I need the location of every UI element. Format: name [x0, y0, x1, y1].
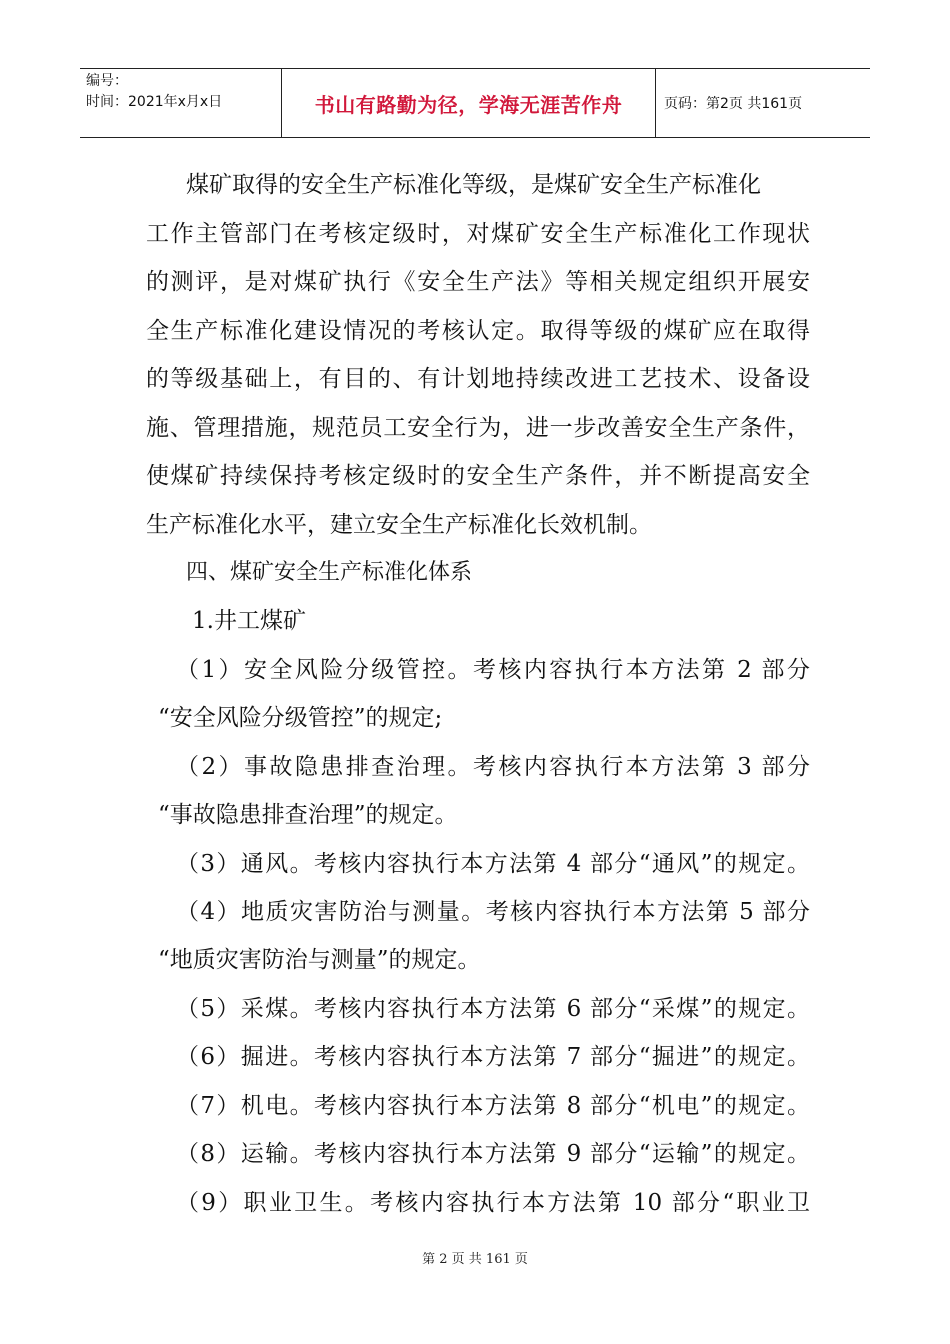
list-item: （2）事故隐患排查治理。考核内容执行本方法第 3 部分 — [176, 754, 810, 780]
page-footer: 第 2 页 共 161 页 — [422, 1252, 528, 1267]
subsection-heading: 1.井工煤矿 — [192, 608, 306, 634]
paragraph-line: 使煤矿持续保持考核定级时的安全生产条件，并不断提高安全 — [146, 463, 810, 489]
list-item: （1）安全风险分级管控。考核内容执行本方法第 2 部分 — [176, 657, 810, 683]
list-item-continuation: “地质灾害防治与测量”的规定。 — [158, 947, 481, 973]
header-meta — [80, 69, 282, 137]
list-item: （9）职业卫生。考核内容执行本方法第 10 部分“职业卫 — [176, 1190, 810, 1216]
paragraph-line: 的测评，是对煤矿执行《安全生产法》等相关规定组织开展安 — [146, 269, 810, 295]
paragraph-line: 工作主管部门在考核定级时，对煤矿安全生产标准化工作现状 — [146, 221, 810, 247]
section-heading: 四、煤矿安全生产标准化体系 — [186, 560, 473, 585]
list-item-continuation: “安全风险分级管控”的规定; — [158, 705, 443, 731]
paragraph-line: 煤矿取得的安全生产标准化等级，是煤矿安全生产标准化 — [186, 172, 761, 198]
paragraph-line: 施、管理措施，规范员工安全行为，进一步改善安全生产条件， — [146, 415, 810, 441]
list-item: （7）机电。考核内容执行本方法第 8 部分“机电”的规定。 — [176, 1093, 810, 1119]
list-item: （8）运输。考核内容执行本方法第 9 部分“运输”的规定。 — [176, 1141, 810, 1167]
paragraph-line: 的等级基础上，有目的、有计划地持续改进工艺技术、设备设 — [146, 366, 810, 392]
paragraph-line: 生产标准化水平，建立安全生产标准化长效机制。 — [146, 512, 652, 538]
page-header — [80, 68, 870, 138]
document-number-label: 编号： — [86, 73, 128, 89]
paragraph-line: 全生产标准化建设情况的考核认定。取得等级的煤矿应在取得 — [146, 318, 810, 344]
list-item-continuation: “事故隐患排查治理”的规定。 — [158, 802, 458, 828]
list-item: （4）地质灾害防治与测量。考核内容执行本方法第 5 部分 — [176, 899, 810, 925]
list-item: （3）通风。考核内容执行本方法第 4 部分“通风”的规定。 — [176, 851, 810, 877]
document-time-label: 时间：2021年x月x日 — [86, 94, 223, 110]
header-page-info: 页码：第2页 共161页 — [664, 96, 803, 112]
list-item: （5）采煤。考核内容执行本方法第 6 部分“采煤”的规定。 — [176, 996, 810, 1022]
header-motto: 书山有路勤为径，学海无涯苦作舟 — [282, 69, 656, 137]
list-item: （6）掘进。考核内容执行本方法第 7 部分“掘进”的规定。 — [176, 1044, 810, 1070]
